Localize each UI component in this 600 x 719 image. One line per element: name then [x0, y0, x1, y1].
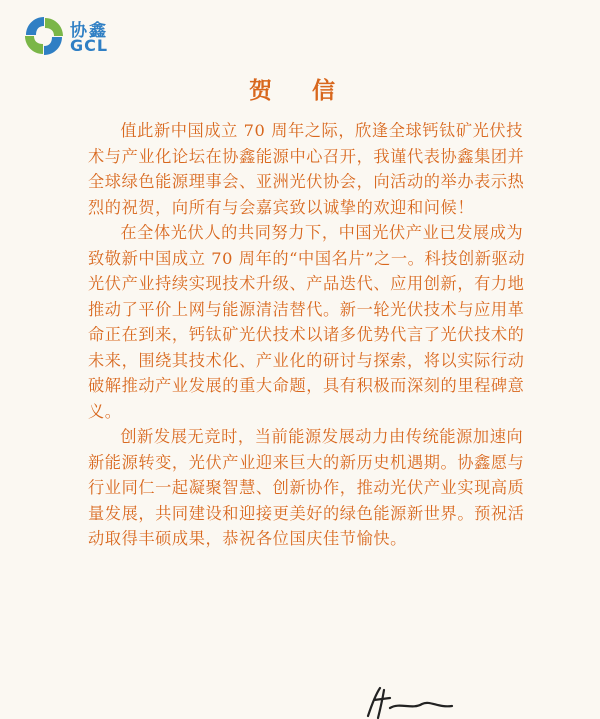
handwritten-signature: [360, 680, 460, 719]
letter-title: 贺 信: [248, 77, 351, 104]
letter-paragraph-3: 创新发展无竞时，当前能源发展动力由传统能源加速向新能源转变，光伏产业迎来巨大的新历史机遇期。协鑫愿与行业同仁一起凝聚智慧、创新协作，推动光伏产业实现高质量发展，共同建设和迎接更美好的绿色能源新世界。预祝活动取得丰硕成果，恭祝各位国庆佳节愉快。: [88, 427, 525, 548]
logo-chinese-text: 协鑫: [70, 21, 108, 41]
gcl-logo-mark-icon: [22, 14, 66, 58]
letter-paragraph-1: 值此新中国成立 70 周年之际，欣逢全球钙钛矿光伏技术与产业化论坛在协鑫能源中心召开，我谨代表协鑫集团并全球绿色能源理事会、亚洲光伏协会，向活动的举办表示热烈的祝贺，向所有与会嘉宾致以诚挚的欢迎和问候！: [88, 121, 525, 217]
letter-body: [88, 118, 538, 552]
logo-english-text: GCL: [70, 36, 109, 55]
letter-paragraph-2: 在全体光伏人的共同努力下，中国光伏产业已发展成为致敬新中国成立 70 周年的“中国名片”之一。科技创新驱动光伏产业持续实现技术升级、产品迭代、应用创新，有力地推动了平价上网与能源清洁替代。新一轮光伏技术与应用革命正在到来，钙钛矿光伏技术以诸多优势代言了光伏技术的未来，围绕其技术化、产业化的研讨与探索，将以实际行动破解推动产业发展的重大命题，具有积极而深刻的里程碑意义。: [88, 223, 526, 421]
gcl-logo: [22, 14, 132, 58]
